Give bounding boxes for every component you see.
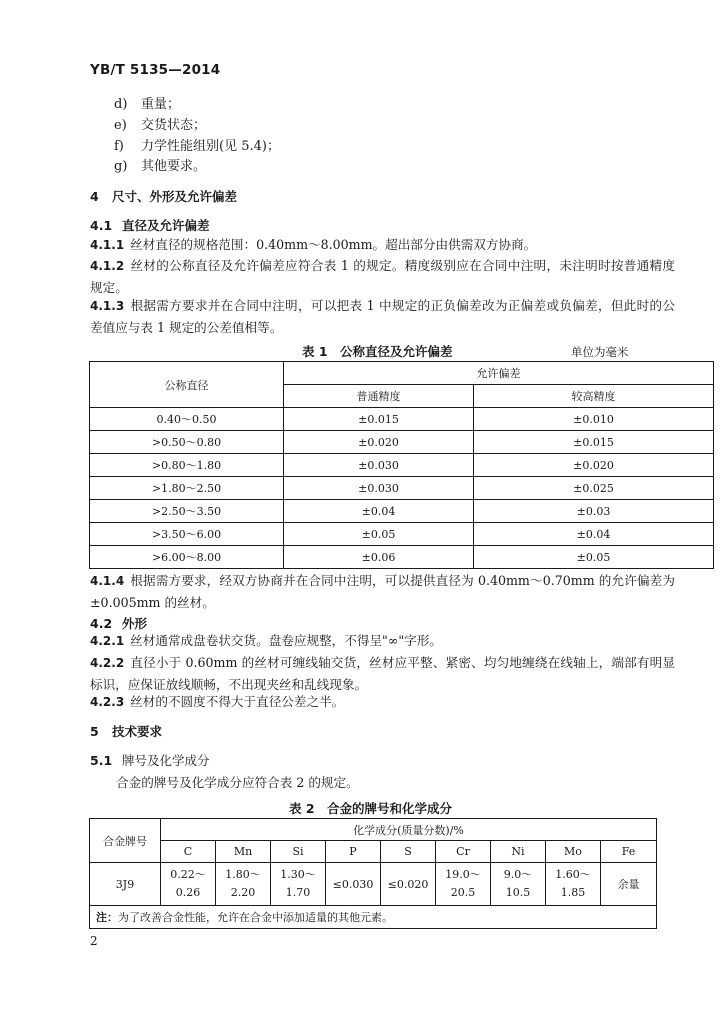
clause-4-2-1: 4.2.1 丝材通常成盘卷状交货。盘卷应规整，不得呈"∞"字形。 [90,633,442,648]
element-header: Ni [491,841,546,863]
list-item: d) 重量； [114,97,181,112]
section-4-2-heading: 4.2 外形 [90,616,148,631]
section-4-heading: 4 尺寸、外形及允许偏差 [90,189,238,204]
table2-note: 注：为了改善合金性能，允许在合金中添加适量的其他元素。 [90,906,657,929]
table-row: >0.50～0.80 ±0.020 ±0.015 [90,431,714,454]
element-header: Fe [601,841,657,863]
document-id: YB/T 5135—2014 [90,62,221,78]
clause-4-2-2: 4.2.2 直径小于 0.60mm 的丝材可缠线轴交货，丝材应平整、紧密、均匀地缠绕在线轴上，端部有明显标识，应保证放线顺畅，不出现夹丝和乱线现象。 [90,655,675,692]
element-header: Si [271,841,326,863]
table-1 [89,361,714,569]
table-row: 0.40～0.50 ±0.015 ±0.010 [90,408,714,431]
table-row: 3J9 0.22～ 0.26 1.80～ 2.20 1.30～ 1.70 ≤0.030 ≤0.020 19.0～ 20.5 9.0～ 10.5 1.60～ 1.85 余量 [90,863,657,906]
element-header: Mo [546,841,601,863]
list-item: g) 其他要求。 [114,159,207,174]
element-header: P [326,841,381,863]
clause-4-1-3: 4.1.3 根据需方要求并在合同中注明，可以把表 1 中规定的正负偏差改为正偏差或负偏差，但此时的公差值应与表 1 规定的公差值相等。 [90,298,675,335]
element-header: Cr [436,841,491,863]
element-header: S [381,841,436,863]
col-high-header: 较高精度 [474,385,714,408]
col-diameter-header: 公称直径 [90,362,284,408]
clause-4-1-4: 4.1.4 根据需方要求，经双方协商并在合同中注明，可以提供直径为 0.40mm～0.70mm 的允许偏差为 ±0.005mm 的丝材。 [90,573,675,610]
clause-4-1-2: 4.1.2 丝材的公称直径及允许偏差应符合表 1 的规定。精度级别应在合同中注明，未注明时按普通精度规定。 [90,258,675,295]
table-row: >3.50～6.00 ±0.05 ±0.04 [90,523,714,546]
table1-unit: 单位为毫米 [571,345,629,359]
element-header: Mn [216,841,271,863]
col-normal-header: 普通精度 [284,385,474,408]
clause-4-2-3: 4.2.3 丝材的不圆度不得大于直径公差之半。 [90,694,345,709]
list-item: f) 力学性能组别(见 5.4)； [114,139,280,154]
paragraph-5-1: 合金的牌号及化学成分应符合表 2 的规定。 [116,775,359,790]
col-tolerance-header: 允许偏差 [284,362,714,385]
table-row: >0.80～1.80 ±0.030 ±0.020 [90,454,714,477]
table-row: >2.50～3.50 ±0.04 ±0.03 [90,500,714,523]
page-number: 2 [90,934,98,948]
list-item: e) 交货状态； [114,118,207,133]
section-4-1-heading: 4.1 直径及允许偏差 [90,218,210,233]
table-row: >6.00～8.00 ±0.06 ±0.05 [90,546,714,569]
section-5-heading: 5 技术要求 [90,724,163,739]
table1-caption: 表 1 公称直径及允许偏差 [302,344,453,359]
clause-4-1-1: 4.1.1 丝材直径的规格范围：0.40mm～8.00mm。超出部分由供需双方协商。 [90,237,537,252]
table-row: >1.80～2.50 ±0.030 ±0.025 [90,477,714,500]
section-5-1-heading: 5.1 牌号及化学成分 [90,753,210,768]
col-composition-header: 化学成分(质量分数)/% [161,819,657,841]
table-2 [89,818,657,929]
col-grade-header: 合金牌号 [90,819,161,863]
table2-caption: 表 2 合金的牌号和化学成分 [289,801,453,816]
element-header: C [161,841,216,863]
